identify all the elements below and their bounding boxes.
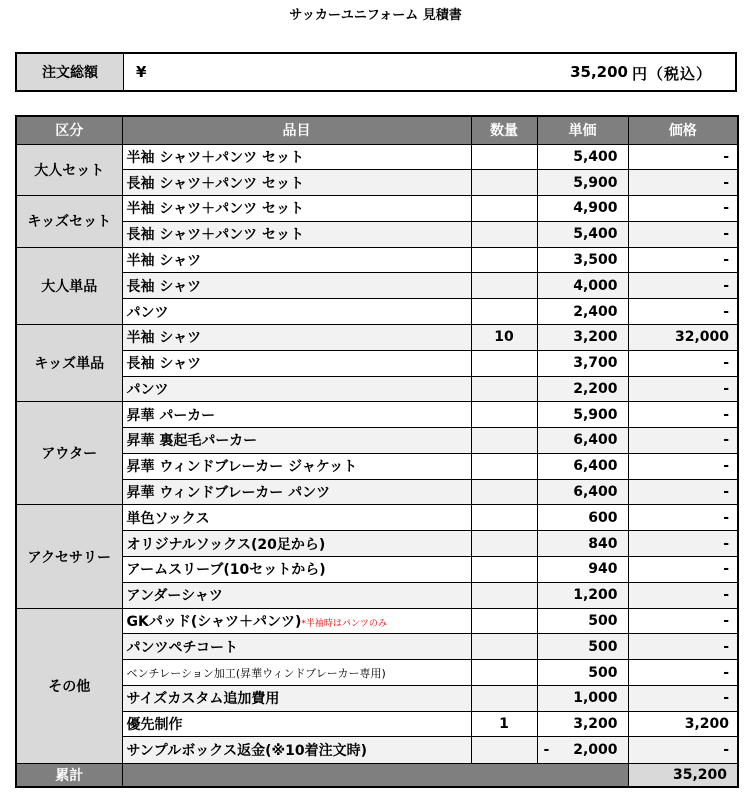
item-label: ベンチレーション加工(昇華ウィンドブレーカー専用): [126, 666, 386, 680]
qty-cell[interactable]: [471, 608, 537, 634]
summary-label: 累計: [16, 763, 122, 787]
table-row: [16, 479, 738, 505]
item-cell: [122, 170, 471, 196]
price-cell: -: [628, 685, 738, 711]
unit-price-value: 940: [588, 561, 618, 578]
unit-price-value: 2,400: [573, 303, 618, 320]
table-row: [16, 350, 738, 376]
unit-price-value: 3,200: [573, 716, 618, 733]
order-total-value: [124, 54, 735, 90]
unit-price-cell: [537, 402, 628, 428]
qty-cell[interactable]: [471, 634, 537, 660]
qty-cell[interactable]: [471, 273, 537, 299]
unit-price-value: 500: [588, 612, 618, 629]
unit-price-value: 5,900: [573, 174, 618, 191]
price-cell: -: [628, 376, 738, 402]
item-label: パンツペチコート: [126, 639, 238, 656]
table-row: [16, 582, 738, 608]
item-label: オリジナルソックス(20足から): [126, 536, 326, 553]
qty-cell[interactable]: [471, 402, 537, 428]
qty-cell[interactable]: [471, 350, 537, 376]
price-cell: 3,200: [628, 711, 738, 737]
header-category: 区分: [16, 116, 122, 144]
unit-price-cell: [537, 221, 628, 247]
unit-price-value: 2,000: [573, 741, 618, 758]
unit-price-cell: [537, 196, 628, 222]
category-cell: 大人セット: [16, 144, 122, 196]
table-row: [16, 273, 738, 299]
unit-price-cell: [537, 453, 628, 479]
item-label: アンダーシャツ: [126, 588, 223, 605]
item-label: 昇華 裏起毛パーカー: [126, 433, 258, 450]
item-cell: [122, 273, 471, 299]
qty-cell[interactable]: [471, 505, 537, 531]
table-row: [16, 196, 738, 222]
item-cell: [122, 376, 471, 402]
unit-price-cell: [537, 557, 628, 583]
table-row: [16, 144, 738, 170]
item-cell: [122, 505, 471, 531]
qty-cell[interactable]: [471, 685, 537, 711]
order-total-unit: 円（税込）: [632, 65, 713, 83]
header-row: [16, 116, 738, 144]
table-row: [16, 505, 738, 531]
item-cell: [122, 402, 471, 428]
item-cell: [122, 196, 471, 222]
item-label: 昇華 ウィンドブレーカー パンツ: [126, 485, 331, 502]
qty-cell[interactable]: 10: [471, 324, 537, 350]
unit-price-value: 5,400: [573, 148, 618, 165]
item-note: *半袖時はパンツのみ: [301, 618, 387, 629]
unit-price-value: 500: [588, 664, 618, 681]
unit-price-cell: [537, 247, 628, 273]
item-label: 半袖 シャツ: [126, 330, 202, 347]
category-cell: アウター: [16, 402, 122, 505]
item-label: アームスリーブ(10セットから): [126, 562, 326, 579]
item-label: 長袖 シャツ＋パンツ セット: [126, 175, 304, 192]
table-row: [16, 247, 738, 273]
item-label: GKパッド(シャツ＋パンツ): [126, 613, 302, 630]
item-label: 優先制作: [126, 717, 183, 734]
unit-price-value: 600: [588, 509, 618, 526]
table-row: [16, 737, 738, 763]
unit-price-cell: [537, 505, 628, 531]
price-cell: -: [628, 221, 738, 247]
item-cell: [122, 582, 471, 608]
unit-price-cell: [537, 273, 628, 299]
unit-price-cell: [537, 350, 628, 376]
price-cell: -: [628, 350, 738, 376]
table-row: [16, 402, 738, 428]
unit-price-value: 5,900: [573, 406, 618, 423]
unit-price-cell: [537, 428, 628, 454]
item-label: 半袖 シャツ＋パンツ セット: [126, 201, 304, 218]
item-cell: [122, 685, 471, 711]
table-row: [16, 531, 738, 557]
unit-price-value: 5,400: [573, 226, 618, 243]
qty-cell[interactable]: 1: [471, 711, 537, 737]
unit-price-value: 1,000: [573, 690, 618, 707]
unit-price-cell: [537, 608, 628, 634]
item-label: 半袖 シャツ: [126, 253, 202, 270]
item-cell: [122, 324, 471, 350]
table-row: [16, 324, 738, 350]
category-cell: アクセサリー: [16, 505, 122, 608]
unit-price-value: 2,200: [573, 380, 618, 397]
qty-cell[interactable]: [471, 221, 537, 247]
item-cell: [122, 144, 471, 170]
qty-cell[interactable]: [471, 299, 537, 325]
summary-amount: 35,200: [628, 763, 738, 787]
price-cell: -: [628, 634, 738, 660]
unit-price-value: 840: [588, 535, 618, 552]
price-cell: -: [628, 660, 738, 686]
price-cell: -: [628, 196, 738, 222]
item-label: 昇華 ウィンドブレーカー ジャケット: [126, 459, 358, 476]
table-row: [16, 608, 738, 634]
price-cell: -: [628, 479, 738, 505]
item-cell: [122, 711, 471, 737]
item-label: 長袖 シャツ＋パンツ セット: [126, 227, 304, 244]
qty-cell[interactable]: [471, 144, 537, 170]
price-cell: 32,000: [628, 324, 738, 350]
unit-price-value: 3,200: [573, 329, 618, 346]
price-cell: -: [628, 273, 738, 299]
item-cell: [122, 428, 471, 454]
table-row: [16, 221, 738, 247]
qty-cell[interactable]: [471, 376, 537, 402]
summary-row: [16, 763, 738, 787]
unit-price-cell: [537, 660, 628, 686]
table-row: [16, 428, 738, 454]
unit-price-cell: [537, 634, 628, 660]
unit-price-cell: [537, 376, 628, 402]
price-cell: -: [628, 170, 738, 196]
unit-price-value: 1,200: [573, 587, 618, 604]
table-row: [16, 453, 738, 479]
item-cell: [122, 608, 471, 634]
unit-price-value: 6,400: [573, 458, 618, 475]
unit-price-cell: [537, 685, 628, 711]
price-cell: -: [628, 608, 738, 634]
unit-price-prefix: -: [543, 741, 550, 758]
table-row: [16, 557, 738, 583]
category-cell: キッズセット: [16, 196, 122, 248]
currency-symbol: ¥: [136, 63, 147, 81]
item-cell: [122, 531, 471, 557]
price-cell: -: [628, 299, 738, 325]
price-cell: -: [628, 582, 738, 608]
header-unit-price: 単価: [537, 116, 628, 144]
table-row: [16, 299, 738, 325]
order-total-box: [15, 52, 737, 92]
table-row: [16, 376, 738, 402]
table-row: [16, 170, 738, 196]
category-cell: その他: [16, 608, 122, 763]
unit-price-value: 3,700: [573, 355, 618, 372]
qty-cell[interactable]: [471, 453, 537, 479]
price-cell: -: [628, 247, 738, 273]
item-label: 長袖 シャツ: [126, 278, 202, 295]
table-row: [16, 660, 738, 686]
price-cell: -: [628, 531, 738, 557]
item-cell: [122, 221, 471, 247]
qty-cell[interactable]: [471, 479, 537, 505]
table-row: [16, 711, 738, 737]
item-cell: [122, 557, 471, 583]
unit-price-value: 500: [588, 638, 618, 655]
summary-filler: [122, 763, 628, 787]
item-cell: [122, 247, 471, 273]
item-cell: [122, 350, 471, 376]
unit-price-cell: [537, 531, 628, 557]
unit-price-value: 4,900: [573, 200, 618, 217]
item-label: 昇華 パーカー: [126, 407, 216, 424]
unit-price-cell: [537, 479, 628, 505]
qty-cell[interactable]: [471, 737, 537, 763]
header-price: 価格: [628, 116, 738, 144]
price-cell: -: [628, 144, 738, 170]
qty-cell[interactable]: [471, 170, 537, 196]
item-cell: [122, 479, 471, 505]
qty-cell[interactable]: [471, 247, 537, 273]
item-cell: [122, 299, 471, 325]
item-cell: [122, 737, 471, 763]
item-label: サイズカスタム追加費用: [126, 691, 280, 708]
unit-price-cell: [537, 582, 628, 608]
qty-cell[interactable]: [471, 557, 537, 583]
qty-cell[interactable]: [471, 428, 537, 454]
category-cell: キッズ単品: [16, 324, 122, 401]
table-row: [16, 634, 738, 660]
qty-cell[interactable]: [471, 196, 537, 222]
header-qty: 数量: [471, 116, 537, 144]
item-label: サンプルボックス返金(※10着注文時): [126, 742, 367, 759]
quote-table: [15, 115, 739, 788]
qty-cell[interactable]: [471, 660, 537, 686]
price-cell: -: [628, 505, 738, 531]
order-total-label: 注文総額: [17, 54, 124, 90]
quote-body: [16, 144, 738, 763]
unit-price-cell: [537, 144, 628, 170]
unit-price-cell: [537, 324, 628, 350]
unit-price-value: 6,400: [573, 432, 618, 449]
item-cell: [122, 634, 471, 660]
item-label: 半袖 シャツ＋パンツ セット: [126, 149, 304, 166]
unit-price-cell: [537, 711, 628, 737]
item-cell: [122, 660, 471, 686]
qty-cell[interactable]: [471, 582, 537, 608]
header-item: 品目: [122, 116, 471, 144]
order-total-amount: 35,200: [570, 63, 628, 81]
price-cell: -: [628, 428, 738, 454]
category-cell: 大人単品: [16, 247, 122, 324]
unit-price-value: 6,400: [573, 484, 618, 501]
price-cell: -: [628, 453, 738, 479]
item-label: 単色ソックス: [126, 510, 210, 527]
unit-price-cell: [537, 170, 628, 196]
item-label: パンツ: [126, 304, 169, 321]
item-cell: [122, 453, 471, 479]
unit-price-cell: [537, 299, 628, 325]
price-cell: -: [628, 402, 738, 428]
unit-price-cell: [537, 737, 628, 763]
unit-price-value: 4,000: [573, 277, 618, 294]
page-title: サッカーユニフォーム 見積書: [289, 8, 462, 23]
item-label: 長袖 シャツ: [126, 356, 202, 373]
price-cell: -: [628, 557, 738, 583]
item-label: パンツ: [126, 381, 169, 398]
price-cell: -: [628, 737, 738, 763]
unit-price-value: 3,500: [573, 252, 618, 269]
qty-cell[interactable]: [471, 531, 537, 557]
table-row: [16, 685, 738, 711]
